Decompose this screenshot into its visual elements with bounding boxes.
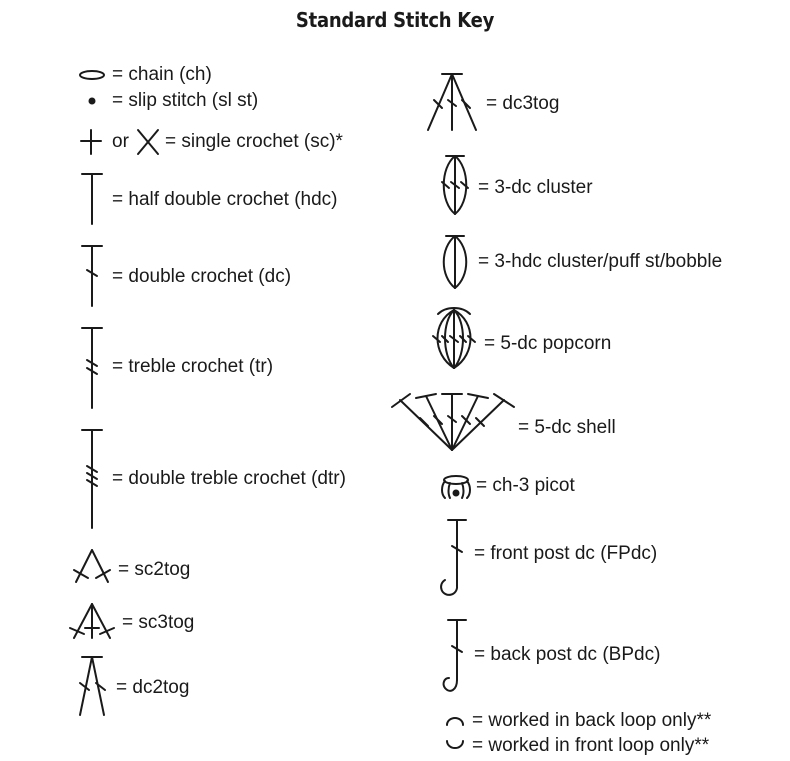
ch3-picot-icon [440,474,472,500]
double-treble-crochet-label: = double treble crochet (dtr) [112,468,346,489]
single-crochet-x-icon [135,128,161,156]
double-crochet-label: = double crochet (dc) [112,266,292,287]
dc2tog-label: = dc2tog [116,677,190,698]
back-post-dc-icon [440,618,470,698]
three-dc-cluster-label: = 3-dc cluster [478,177,593,198]
three-hdc-cluster-label: = 3-hdc cluster/puff st/bobble [478,251,723,272]
five-dc-popcorn-label: = 5-dc popcorn [484,333,612,354]
double-treble-crochet-icon [80,428,104,530]
sc3tog-icon [68,602,120,642]
dc3tog-icon [422,72,484,132]
dc2tog-icon [74,655,114,717]
back-loop-only-label: = worked in back loop only** [472,710,712,731]
slip-stitch-label: = slip stitch (sl st) [112,90,259,111]
sc2tog-label: = sc2tog [118,559,191,580]
chain-symbol-icon [78,68,108,82]
single-crochet-label: = single crochet (sc)* [165,131,343,152]
single-crochet-plus-icon [80,128,104,156]
treble-crochet-icon [80,326,104,410]
back-loop-only-icon [444,714,466,728]
ch3-picot-label: = ch-3 picot [476,475,575,496]
front-post-dc-icon [440,518,470,598]
single-crochet-or-text: or [112,131,129,152]
half-double-crochet-label: = half double crochet (hdc) [112,189,338,210]
five-dc-shell-label: = 5-dc shell [518,417,616,438]
back-post-dc-label: = back post dc (BPdc) [474,644,661,665]
treble-crochet-label: = treble crochet (tr) [112,356,274,377]
page-title: Standard Stitch Key [295,8,495,32]
double-crochet-icon [80,244,104,308]
dc3tog-label: = dc3tog [486,93,560,114]
front-loop-only-icon [444,738,466,752]
slip-stitch-symbol-icon [85,94,99,108]
three-dc-cluster-icon [438,154,472,218]
chain-label: = chain (ch) [112,64,212,85]
half-double-crochet-icon [80,172,104,226]
sc3tog-label: = sc3tog [122,612,195,633]
front-loop-only-label: = worked in front loop only** [472,735,710,756]
front-post-dc-label: = front post dc (FPdc) [474,543,658,564]
sc2tog-icon [72,548,116,586]
five-dc-shell-icon [390,392,518,454]
three-hdc-cluster-icon [438,234,472,292]
five-dc-popcorn-icon [428,306,480,372]
